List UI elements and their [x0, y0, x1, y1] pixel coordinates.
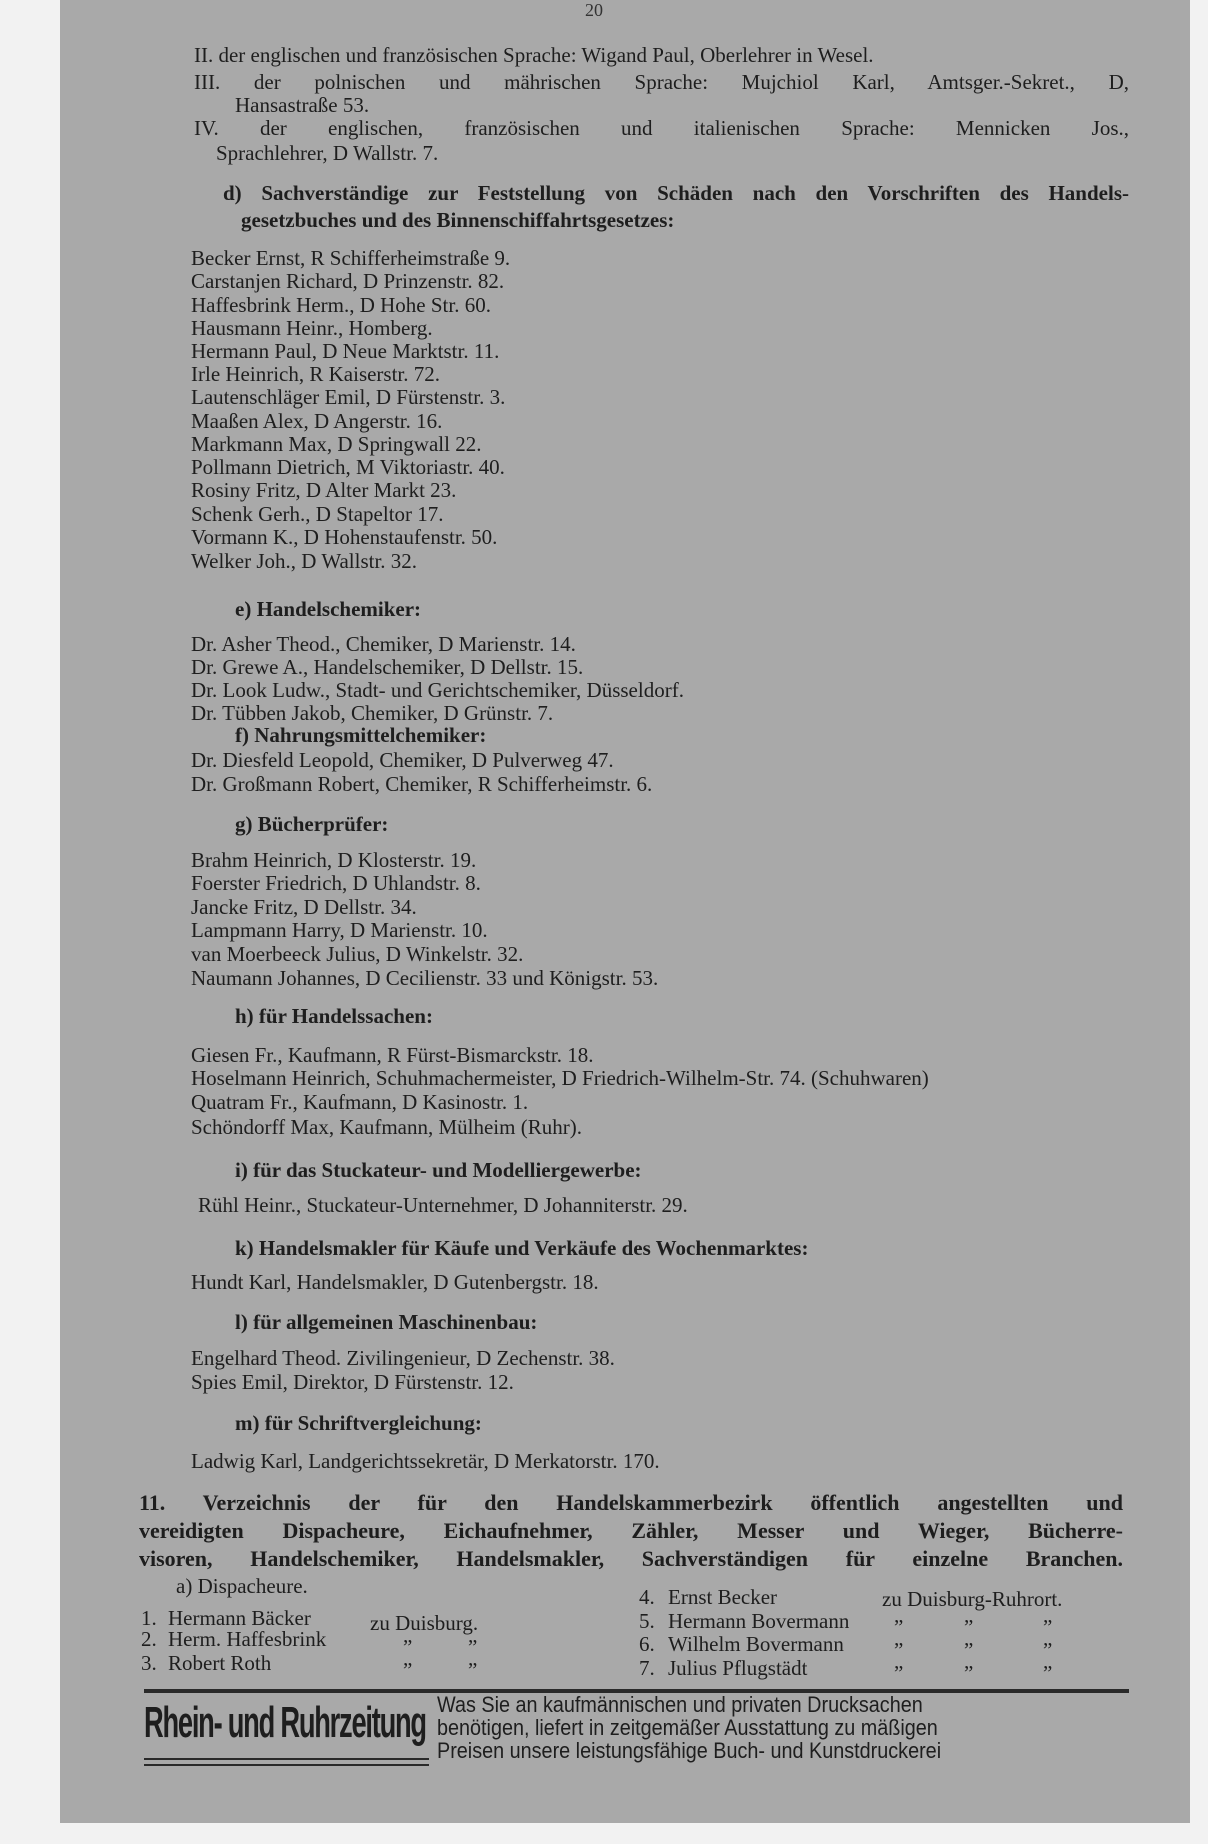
list-item: Giesen Fr., Kaufmann, R Fürst-Bismarckstr. 18.: [191, 1043, 594, 1067]
list-item: Dr. Grewe A., Handelschemiker, D Dellstr. 15.: [191, 655, 584, 679]
list-item: Haffesbrink Herm., D Hohe Str. 60.: [191, 293, 491, 317]
dispacheur-number: 6.: [639, 1632, 655, 1656]
list-item: Maaßen Alex, D Angerstr. 16.: [191, 409, 443, 433]
ditto-mark: ”: [468, 1658, 478, 1682]
ditto-mark: ”: [964, 1615, 974, 1639]
section-heading: m) für Schriftvergleichung:: [235, 1411, 482, 1435]
dispacheur-place: zu Duisburg.: [370, 1611, 479, 1635]
list-item: Dr. Tübben Jakob, Chemiker, D Grünstr. 7.: [191, 701, 554, 725]
list-item: Vormann K., D Hohenstaufenstr. 50.: [191, 525, 498, 549]
ditto-mark: ”: [1043, 1615, 1053, 1639]
ditto-mark: ”: [403, 1635, 413, 1659]
section-heading: gesetzbuches und des Binnenschiffahrtsgesetzes:: [241, 208, 675, 232]
section-heading: i) für das Stuckateur- und Modelliergewerbe:: [235, 1158, 642, 1182]
list-item: Hausmann Heinr., Homberg.: [191, 316, 433, 340]
dispacheur-number: 1.: [141, 1606, 157, 1630]
list-item: Engelhard Theod. Zivilingenieur, D Zechenstr. 38.: [191, 1346, 615, 1370]
list-item: Hermann Paul, D Neue Marktstr. 11.: [191, 339, 500, 363]
logo-underline: [144, 1764, 429, 1766]
dispacheur-name: Hermann Bovermann: [668, 1609, 850, 1633]
language-line: IV. der englischen, französischen und italienischen Sprache: Mennicken Jos.,: [194, 116, 1129, 140]
list-item: Irle Heinrich, R Kaiserstr. 72.: [191, 362, 441, 386]
list-item: Carstanjen Richard, D Prinzenstr. 82.: [191, 269, 505, 293]
list-item: Dr. Diesfeld Leopold, Chemiker, D Pulverweg 47.: [191, 748, 614, 772]
section-11-heading: visoren, Handelschemiker, Handelsmakler, Sachverständigen für einzelne Branchen.: [139, 1546, 1123, 1571]
ditto-mark: ”: [468, 1635, 478, 1659]
language-line: III. der polnischen und mährischen Sprache: Mujchiol Karl, Amtsger.-Sekret., D,: [194, 70, 1129, 94]
list-item: Welker Joh., D Wallstr. 32.: [191, 549, 418, 573]
list-item: Becker Ernst, R Schifferheimstraße 9.: [191, 246, 511, 270]
dispacheur-number: 5.: [639, 1609, 655, 1633]
list-item: Schenk Gerh., D Stapeltor 17.: [191, 502, 444, 526]
ad-text-line: Was Sie an kaufmännischen und privaten Drucksachen: [437, 1692, 923, 1717]
list-item: Brahm Heinrich, D Klosterstr. 19.: [191, 848, 477, 872]
ditto-mark: ”: [964, 1661, 974, 1685]
dispacheur-name: Herm. Haffesbrink: [168, 1627, 327, 1651]
section-heading: g) Bücherprüfer:: [235, 812, 389, 836]
dispacheur-number: 2.: [141, 1627, 157, 1651]
dispacheur-name: Julius Pflugstädt: [668, 1656, 808, 1680]
list-item: Foerster Friedrich, D Uhlandstr. 8.: [191, 871, 481, 895]
logo-underline: [144, 1758, 429, 1760]
ditto-mark: ”: [1043, 1661, 1053, 1685]
ad-text-line: Preisen unsere leistungsfähige Buch- und Kunstdruckerei: [437, 1738, 942, 1763]
section-heading: d) Sachverständige zur Feststellung von Schäden nach den Vorschriften des Handels-: [223, 181, 1129, 205]
language-line: Hansastraße 53.: [235, 93, 370, 117]
list-item: Dr. Look Ludw., Stadt- und Gerichtschemiker, Düsseldorf.: [191, 678, 684, 702]
list-item: Hundt Karl, Handelsmakler, D Gutenbergstr. 18.: [191, 1270, 599, 1294]
dispacheur-name: Hermann Bäcker: [168, 1606, 311, 1630]
ditto-mark: ”: [894, 1615, 904, 1639]
dispacheur-number: 7.: [639, 1656, 655, 1680]
dispacheur-number: 4.: [639, 1585, 655, 1609]
section-heading: e) Handelschemiker:: [235, 597, 422, 621]
list-item: Ladwig Karl, Landgerichtssekretär, D Merkatorstr. 170.: [191, 1449, 660, 1473]
subsection-heading: a) Dispacheure.: [176, 1574, 308, 1598]
section-heading: h) für Handelssachen:: [235, 1004, 433, 1028]
list-item: Hoselmann Heinrich, Schuhmachermeister, D Friedrich-Wilhelm-Str. 74. (Schuhwaren): [191, 1066, 929, 1090]
list-item: Lampmann Harry, D Marienstr. 10.: [191, 918, 488, 942]
ditto-mark: ”: [403, 1658, 413, 1682]
list-item: Markmann Max, D Springwall 22.: [191, 432, 482, 456]
language-line: Sprachlehrer, D Wallstr. 7.: [216, 141, 439, 165]
list-item: Rühl Heinr., Stuckateur-Unternehmer, D Johanniterstr. 29.: [198, 1193, 688, 1217]
ditto-mark: ”: [894, 1661, 904, 1685]
ditto-mark: ”: [1043, 1638, 1053, 1662]
dispacheur-number: 3.: [141, 1651, 157, 1675]
list-item: Schöndorff Max, Kaufmann, Mülheim (Ruhr).: [191, 1115, 582, 1139]
list-item: Lautenschläger Emil, D Fürstenstr. 3.: [191, 385, 506, 409]
dispacheur-name: Wilhelm Bovermann: [668, 1632, 844, 1656]
list-item: Dr. Großmann Robert, Chemiker, R Schifferheimstr. 6.: [191, 772, 653, 796]
list-item: Rosiny Fritz, D Alter Markt 23.: [191, 478, 457, 502]
newspaper-logo: Rhein- und Ruhrzeitung: [144, 1698, 426, 1747]
ditto-mark: ”: [964, 1638, 974, 1662]
list-item: Quatram Fr., Kaufmann, D Kasinostr. 1.: [191, 1090, 529, 1114]
ditto-mark: ”: [894, 1638, 904, 1662]
section-heading: f) Nahrungsmittelchemiker:: [235, 723, 487, 747]
language-line: II. der englischen und französischen Sprache: Wigand Paul, Oberlehrer in Wesel.: [194, 43, 874, 67]
list-item: Naumann Johannes, D Cecilienstr. 33 und Königstr. 53.: [191, 966, 659, 990]
list-item: Pollmann Dietrich, M Viktoriastr. 40.: [191, 455, 505, 479]
page-number: 20: [585, 0, 603, 20]
list-item: Dr. Asher Theod., Chemiker, D Marienstr. 14.: [191, 632, 576, 656]
section-11-heading: vereidigten Dispacheure, Eichaufnehmer, Zähler, Messer und Wieger, Bücherre-: [139, 1518, 1123, 1543]
section-heading: k) Handelsmakler für Käufe und Verkäufe des Wochenmarktes:: [235, 1236, 809, 1260]
ad-text-line: benötigen, liefert in zeitgemäßer Ausstattung zu mäßigen: [437, 1715, 938, 1740]
dispacheur-name: Robert Roth: [168, 1651, 272, 1675]
dispacheur-place: zu Duisburg-Ruhrort.: [882, 1587, 1063, 1611]
dispacheur-name: Ernst Becker: [668, 1585, 778, 1609]
section-11-heading: 11. Verzeichnis der für den Handelskammerbezirk öffentlich angestellten und: [139, 1490, 1123, 1515]
section-heading: l) für allgemeinen Maschinenbau:: [235, 1310, 538, 1334]
list-item: van Moerbeeck Julius, D Winkelstr. 32.: [191, 942, 524, 966]
list-item: Spies Emil, Direktor, D Fürstenstr. 12.: [191, 1370, 514, 1394]
list-item: Jancke Fritz, D Dellstr. 34.: [191, 895, 417, 919]
